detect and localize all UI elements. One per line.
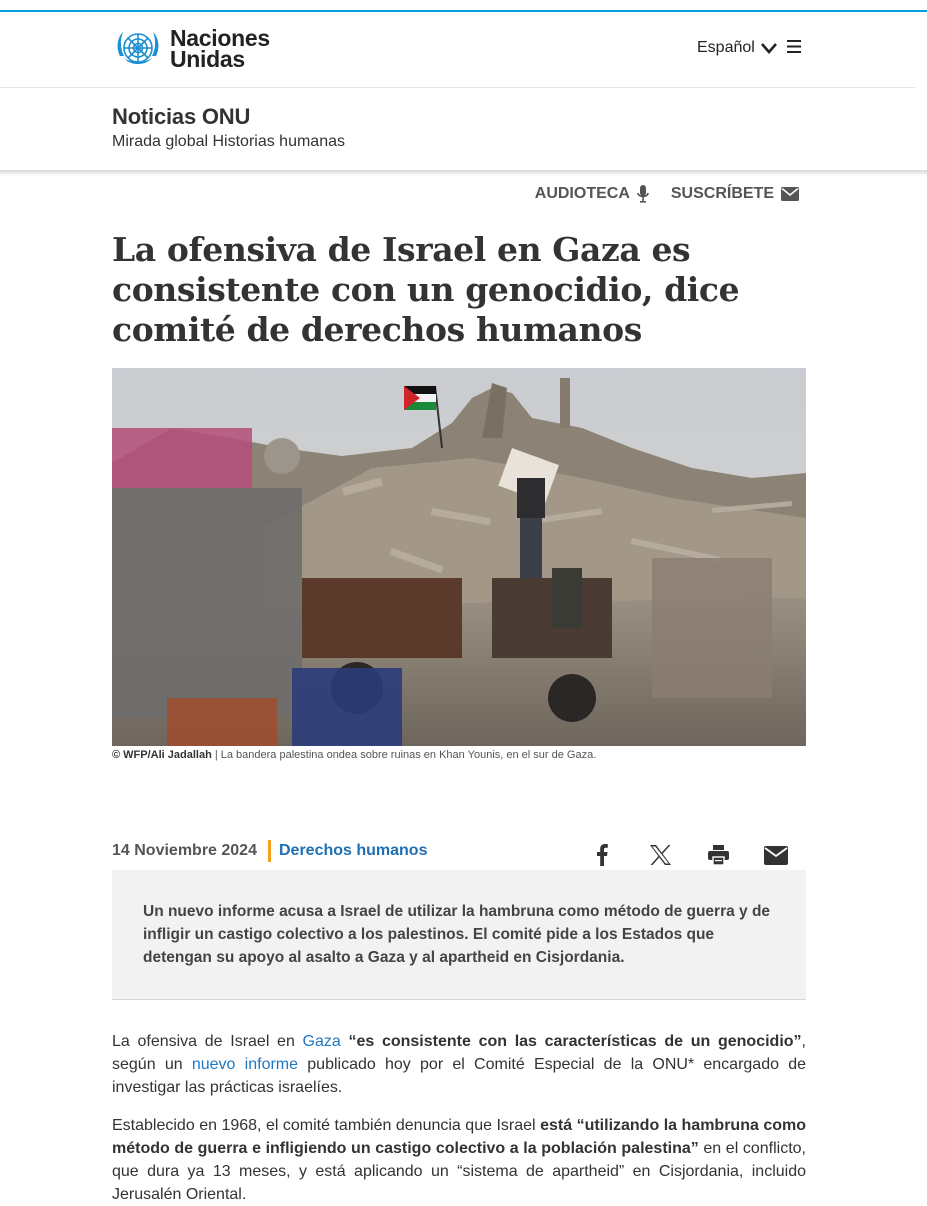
caption-text: | La bandera palestina ondea sobre ruinas en Khan Younis, en el sur de Gaza.	[211, 749, 597, 761]
utility-links	[513, 185, 799, 203]
brand-bar	[0, 88, 927, 170]
facebook-icon[interactable]	[590, 843, 614, 867]
un-logo[interactable]	[112, 26, 270, 72]
audioteca-link[interactable]: AUDIOTECA	[535, 185, 649, 203]
hamburger-icon[interactable]	[787, 40, 801, 58]
print-icon[interactable]	[706, 843, 730, 867]
article-headline: La ofensiva de Israel en Gaza es consistente con un genocidio, dice comité de derechos humanos	[112, 230, 740, 349]
topic-link[interactable]: Derechos humanos	[278, 842, 428, 859]
un-emblem-icon	[112, 26, 164, 72]
meta-separator	[268, 840, 271, 862]
logo-text: Naciones Unidas	[170, 25, 270, 72]
gaza-link[interactable]: Gaza	[302, 1033, 341, 1050]
photo-caption	[112, 749, 596, 761]
report-link[interactable]: nuevo informe	[191, 1056, 299, 1073]
article-date: 14 Noviembre 2024	[112, 842, 257, 859]
share-toolbar	[590, 843, 822, 867]
envelope-icon	[781, 187, 799, 201]
microphone-icon	[637, 185, 649, 203]
article-photo	[112, 368, 806, 746]
subscribe-link[interactable]: SUSCRÍBETE	[671, 185, 799, 203]
email-icon[interactable]	[764, 843, 788, 867]
language-selector[interactable]	[697, 39, 777, 57]
x-icon[interactable]	[648, 843, 672, 867]
site-title[interactable]: Noticias ONU	[112, 104, 251, 129]
article-summary: Un nuevo informe acusa a Israel de utilizar la hambruna como método de guerra y de infligir un castigo colectivo a los palestinos. El comité pide a los Estados que detengan su apoyo al asalto a Gaza y al apartheid en Cisjordania.	[112, 870, 806, 1000]
article-paragraph-2: Establecido en 1968, el comité también denuncia que Israel está “utilizando la hambruna como método de guerra e infligiendo un castigo colectivo a la población palestina” en el conflicto, que dura ya 13 meses, y está aplicando un “sistema de apartheid” en Cisjordania, incluido Jerusalén Oriental.	[112, 1117, 807, 1203]
article-meta	[112, 840, 427, 862]
photo-credit: © WFP/Ali Jadallah	[112, 749, 212, 761]
article-paragraph-1: La ofensiva de Israel en Gaza “es consistente con las características de un genocidio”, según un nuevo informe publicado hoy por el Comité Especial de la ONU* encargado de investigar las prácticas israelíes.	[112, 1033, 807, 1096]
brand-shadow	[0, 170, 927, 176]
chevron-down-icon	[761, 42, 777, 54]
language-label: Español	[697, 39, 755, 56]
site-subtitle: Mirada global Historias humanas	[112, 133, 345, 150]
rubble-photo-illustration	[112, 368, 806, 746]
site-header	[0, 12, 927, 88]
